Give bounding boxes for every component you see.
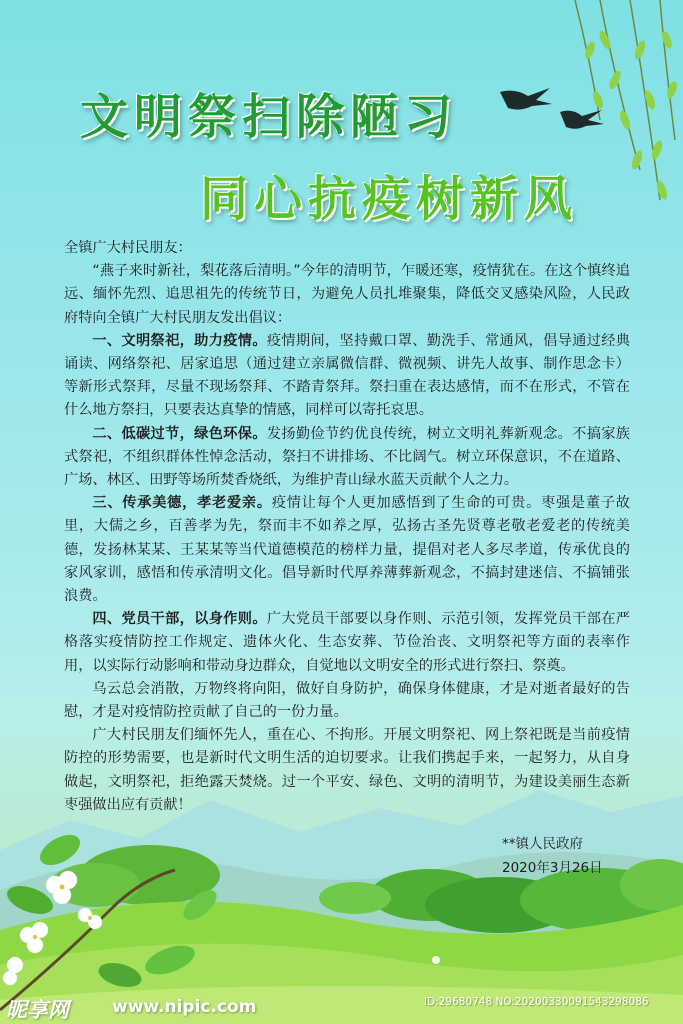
signature-block [502, 832, 603, 880]
signature-org: **镇人民政府 [502, 836, 583, 852]
willow-branch-icon [575, 0, 679, 201]
item-heading: 二、低碳过节，绿色环保。 [92, 425, 267, 442]
letter-item-2 [64, 423, 630, 493]
item-heading: 三、传承美德，孝老爱亲。 [92, 495, 272, 512]
item-text: 广大党员干部要以身作则、示范引领，发挥党员干部在严格落实疫情防控工作规定、遗体火化、生态安葬、节俭治丧、文明祭祀等方面的表率作用，以实际行动影响和带动身边群众，自觉地以文明安全的形式进行祭扫、祭奠。 [64, 611, 630, 674]
letter-body [64, 237, 630, 817]
item-text: 发扬勤俭节约优良传统，树立文明礼葬新观念。不搞家族式祭祀，不组织群体性悼念活动，祭扫不讲排场、不比阔气。树立环保意识，不在道路、广场、林区、田野等场所焚香烧纸，为维护青山绿水蓝天贡献个人之力。 [64, 425, 630, 489]
letter-intro: “燕子来时新社，梨花落后清明。”今年的清明节，乍暖还寒，疫情犹在。在这个慎终追远、缅怀先烈、追思祖先的传统节日，为避免人员扎堆聚集，降低交叉感染风险，人民政府特向全镇广大村民朋友发出倡议： [64, 263, 630, 326]
item-text: 疫情让每个人更加感悟到了生命的可贵。枣强是董子故里，大儒之乡，百善孝为先，祭而丰不如养之厚，弘扬古圣先贤尊老敬老爱老的传统美德，发扬林某某、王某某等当代道德模范的榜样力量，提倡对老人多尽孝道，传承优良的家风家训，感悟和传承清明文化。倡导新时代厚养薄葬新观念，不搞封建迷信、不搞铺张浪费。 [64, 495, 630, 605]
poster-title-line2: 同心抗疫树新风 [200, 171, 579, 227]
watermark-logo: 昵享网 [6, 997, 69, 1022]
letter-paragraph-closing: 广大村民朋友们缅怀先人，重在心、不拘形。开展文明祭祀、网上祭祀既是当前疫情防控的形势需要，也是新时代文明生活的迫切要求。让我们携起手来，一起努力，从自身做起，文明祭祀，拒绝露天焚烧。过一个平安、绿色、文明的清明节，为建设美丽生态新枣强做出应有贡献！ [64, 727, 630, 813]
letter-item-3 [64, 492, 630, 608]
item-text: 疫情期间，坚持戴口罩、勤洗手、常通风，倡导通过经典诵读、网络祭祀、居家追思（通过建立亲属微信群、微视频、讲先人故事、制作思念卡）等新形式祭拜，尽量不现场祭拜、不踏青祭拜。祭扫重在表达感情，而不在形式，不管在什么地方祭扫，只要表达真挚的情感，同样可以寄托哀思。 [64, 332, 630, 419]
watermark-url: www.nipic.com [112, 997, 257, 1017]
swallow-icon [500, 88, 604, 129]
letter-salutation: 全镇广大村民朋友： [64, 240, 192, 256]
letter-paragraph-hope: 乌云总会消散，万物终将向阳，做好自身防护，确保身体健康，才是对逝者最好的告慰，才是对疫情防控贡献了自己的一份力量。 [64, 680, 630, 721]
signature-date: 2020年3月26日 [502, 860, 603, 876]
letter-item-4 [64, 608, 630, 678]
letter-item-1 [64, 330, 630, 423]
poster-title-line1: 文明祭扫除陋习 [80, 89, 459, 145]
watermark-id: ID:29680748 NO:20200330091543298086 [424, 996, 649, 1008]
item-heading: 一、文明祭祀，助力疫情。 [92, 332, 267, 349]
item-heading: 四、党员干部，以身作则。 [92, 611, 267, 628]
